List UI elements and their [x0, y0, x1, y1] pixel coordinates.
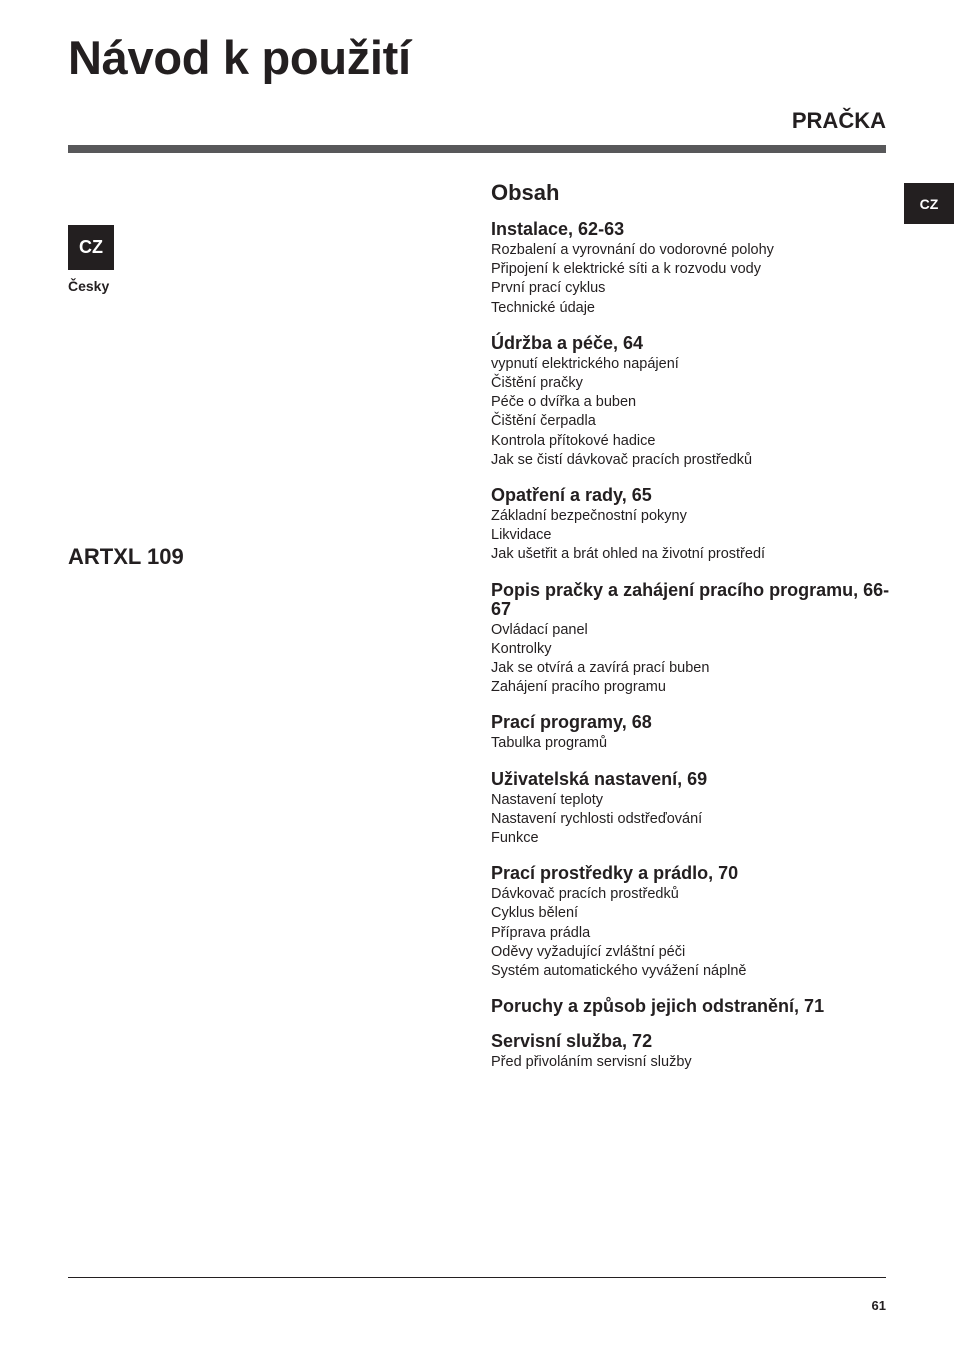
toc-heading: Obsah: [491, 180, 560, 205]
toc-item: Jak ušetřit a brát ohled na životní prostředí: [491, 546, 766, 563]
toc-item: Cyklus bělení: [491, 905, 579, 922]
toc-section-title: Prací prostředky a prádlo, 70: [491, 863, 739, 884]
model-name: ARTXL 109: [68, 544, 184, 569]
toc-item: vypnutí elektrického napájení: [491, 355, 679, 372]
language-badge: CZ: [68, 225, 114, 270]
toc-section: [491, 864, 891, 981]
toc-section-title: Údržba a péče, 64: [491, 332, 644, 353]
toc-item: Příprava prádla: [491, 924, 591, 941]
toc-section: [491, 1032, 891, 1072]
toc-section: [491, 997, 891, 1016]
toc-item: Funkce: [491, 830, 539, 847]
toc-item: Dávkovač pracích prostředků: [491, 886, 679, 903]
page-title: Návod k použití: [68, 31, 411, 84]
toc-item: Základní bezpečnostní pokyny: [491, 508, 687, 525]
toc-item: Zahájení pracího programu: [491, 679, 666, 696]
toc-item: Čištění pračky: [491, 375, 583, 392]
toc-item: Jak se otvírá a zavírá prací buben: [491, 660, 710, 677]
toc-item: První prací cyklus: [491, 280, 606, 297]
toc-item: Před přivoláním servisní služby: [491, 1054, 692, 1071]
toc-item: Nastavení rychlosti odstřeďování: [491, 810, 703, 827]
toc-item: Péče o dvířka a buben: [491, 394, 637, 411]
toc-item: Ovládací panel: [491, 621, 588, 638]
footer-divider: [68, 1277, 886, 1278]
toc-item: Jak se čistí dávkovač pracích prostředků: [491, 451, 753, 468]
table-of-contents: [491, 220, 891, 1088]
toc-item: Technické údaje: [491, 299, 595, 316]
toc-section-title: Opatření a rady, 65: [491, 485, 652, 506]
language-tab: CZ: [904, 183, 954, 224]
product-type-label: PRAČKA: [791, 108, 886, 133]
toc-section-title: Poruchy a způsob jejich odstranění, 71: [491, 996, 825, 1017]
toc-item: Oděvy vyžadující zvláštní péči: [491, 943, 686, 960]
title-divider: [68, 145, 886, 153]
language-name: Česky: [68, 278, 110, 294]
toc-section: [491, 581, 891, 698]
toc-item: Likvidace: [491, 527, 552, 544]
toc-item: Nastavení teploty: [491, 791, 604, 808]
toc-section: [491, 334, 891, 470]
toc-item: Rozbalení a vyrovnání do vodorovné polohy: [491, 242, 774, 258]
page-number: 61: [871, 1298, 886, 1313]
toc-section-title: Servisní služba, 72: [491, 1031, 653, 1052]
toc-section-title: Prací programy, 68: [491, 712, 652, 733]
toc-item: Kontrolky: [491, 640, 552, 657]
toc-item: Čištění čerpadla: [491, 413, 596, 430]
toc-item: Kontrola přítokové hadice: [491, 432, 656, 449]
toc-item: Tabulka programů: [491, 735, 608, 752]
toc-section: [491, 713, 891, 753]
toc-section: [491, 486, 891, 565]
toc-item: Systém automatického vyvážení náplně: [491, 963, 747, 980]
toc-section-title: Popis pračky a zahájení pracího programu, 66-67: [491, 579, 890, 619]
toc-section-title: Uživatelská nastavení, 69: [491, 768, 708, 789]
toc-section-title: Instalace, 62-63: [491, 219, 625, 239]
toc-section: [491, 770, 891, 849]
toc-section: [491, 220, 891, 318]
toc-item: Připojení k elektrické síti a k rozvodu vody: [491, 261, 761, 278]
